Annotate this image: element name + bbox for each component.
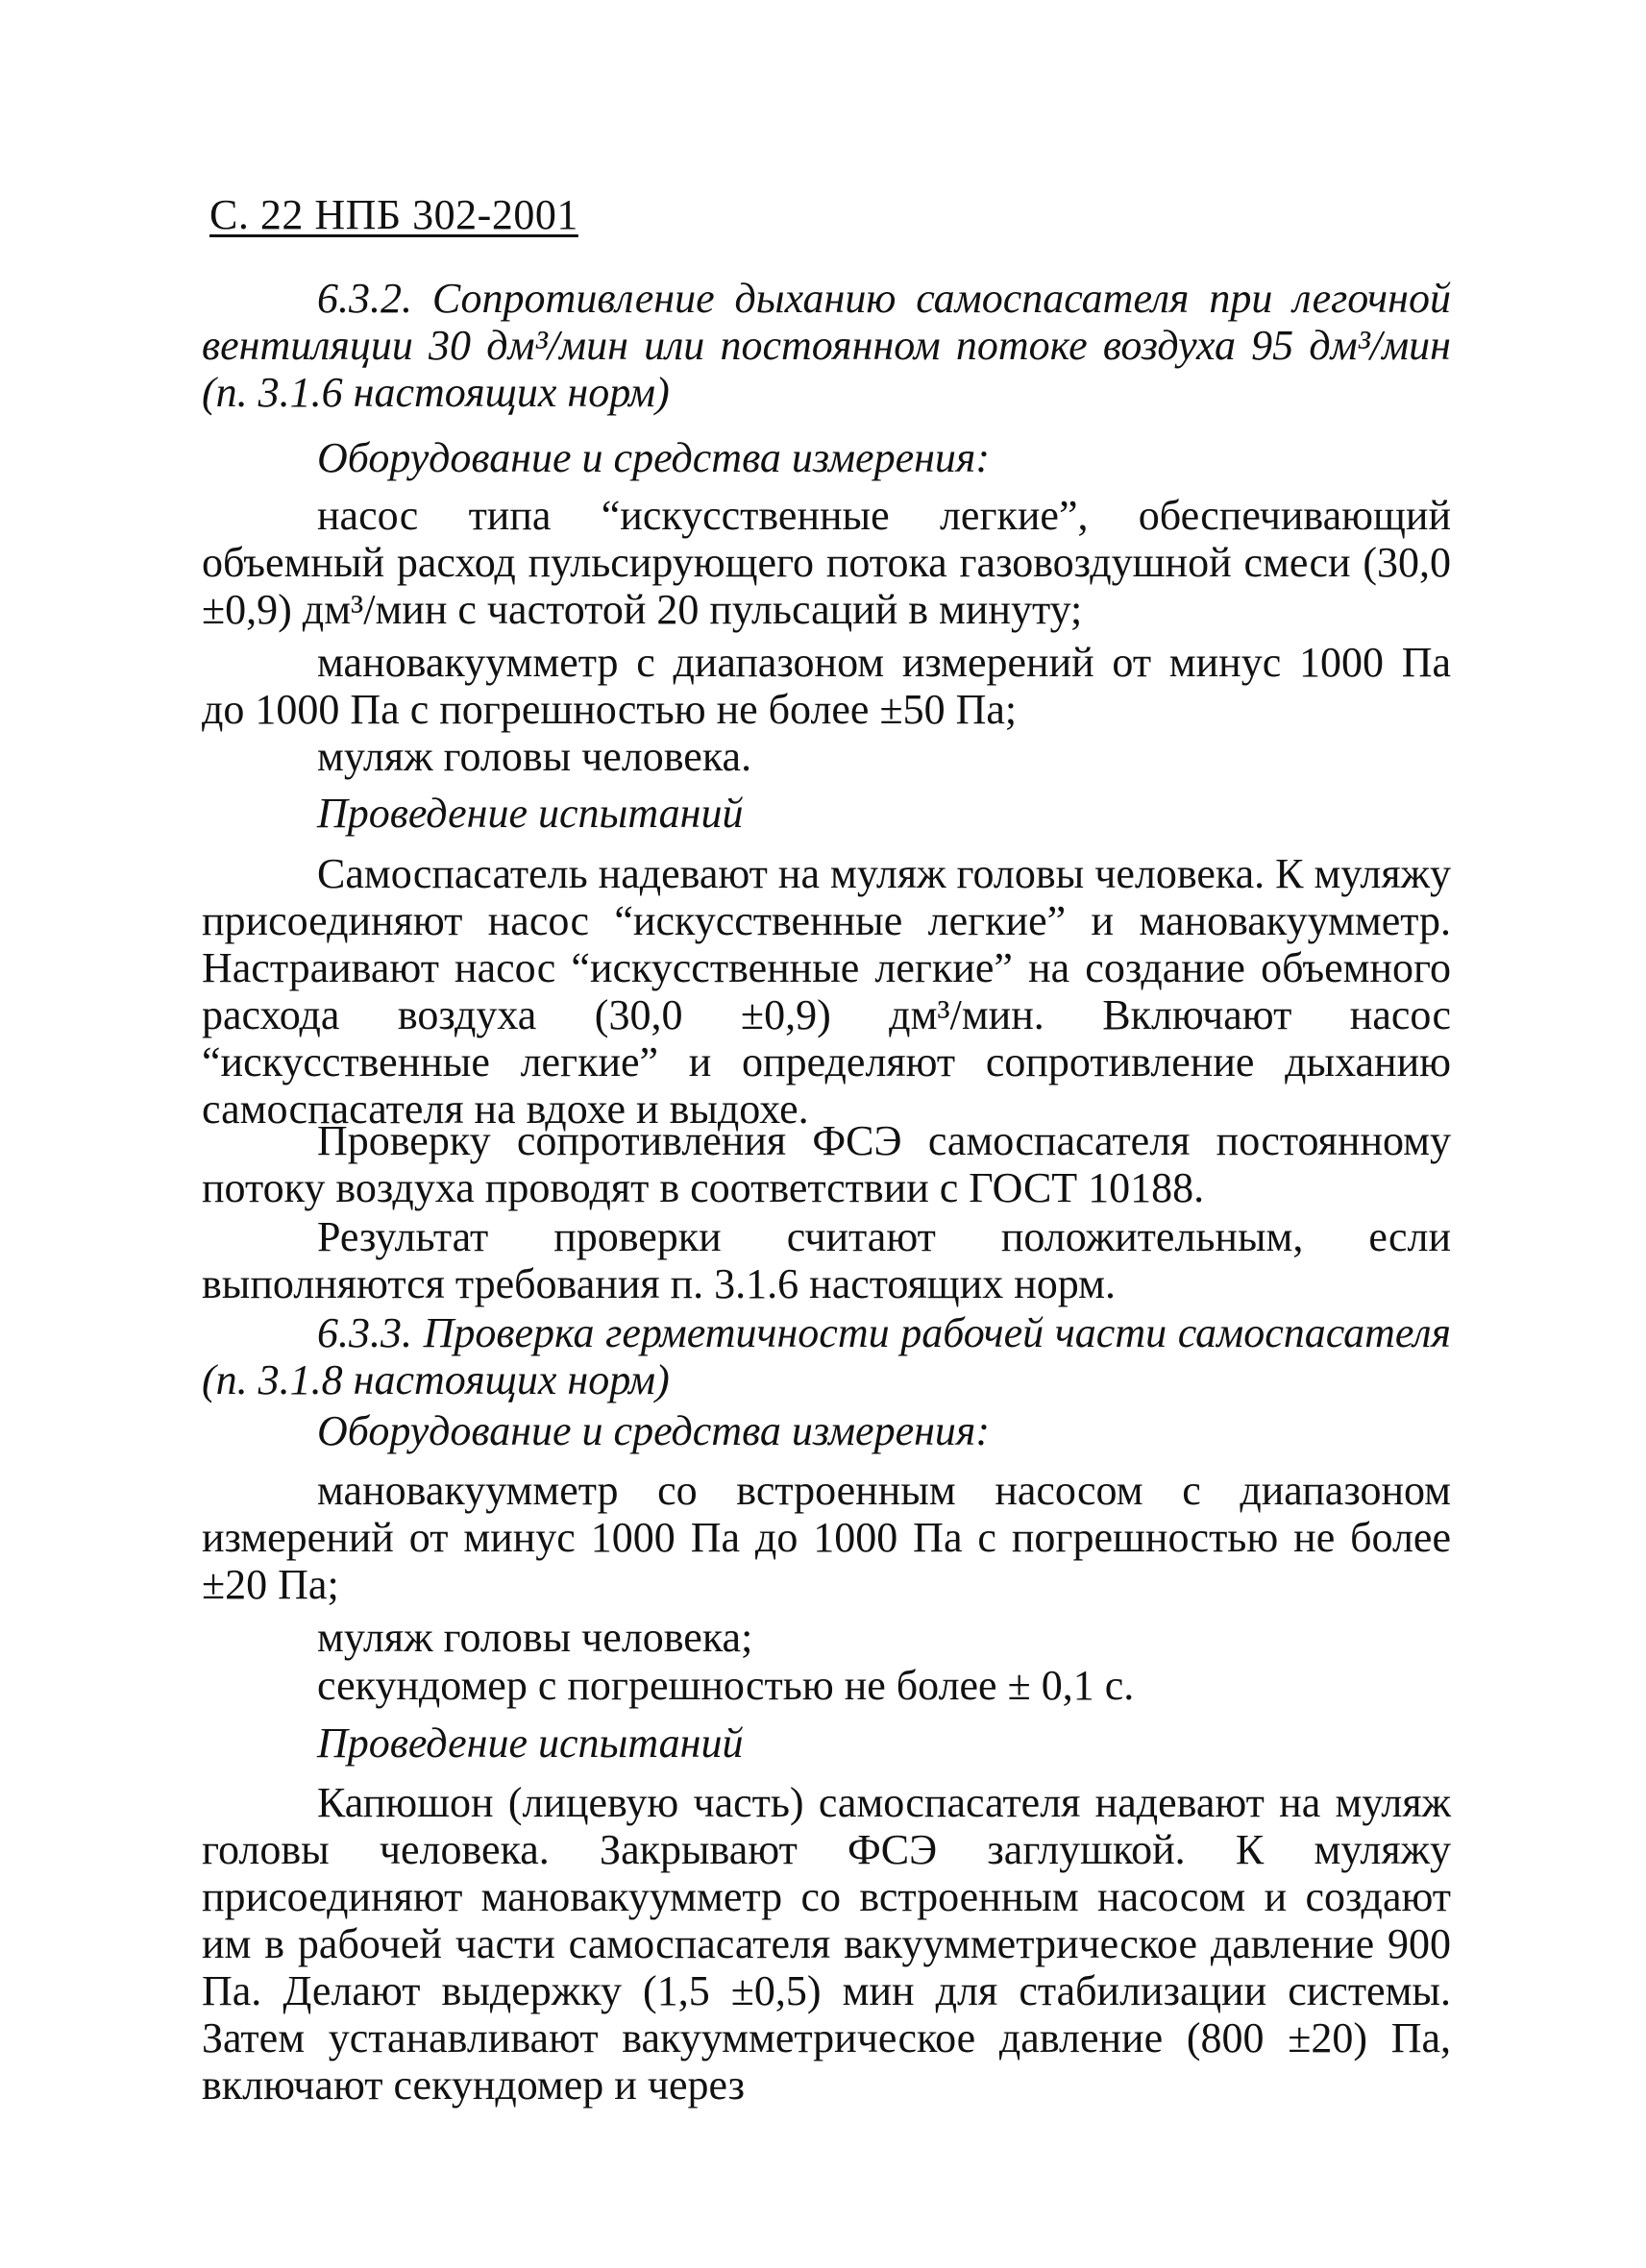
paragraph-pump: насос типа “искусственные легкие”, обеспечивающий объемный расход пульсирующего потока газовоздушной смеси (30,0 ±0,9) дм³/мин с частотой 20 пульсаций в минуту; [202,492,1451,633]
paragraph-stopwatch: секундомер с погрешностью не более ± 0,1 с. [317,1662,1135,1709]
section-heading-6-3-2: 6.3.2. Сопротивление дыханию самоспасателя при легочной вентиляции 30 дм³/мин или постоянном потоке воздуха 95 дм³/мин (п. 3.1.6 настоящих норм) [202,275,1451,416]
paragraph-dummy-head: муляж головы человека. [317,733,752,780]
paragraph-dummy-head-2: муляж головы человека; [317,1614,753,1661]
paragraph-gost-check: Проверку сопротивления ФСЭ самоспасателя постоянному потоку воздуха проводят в соответствии с ГОСТ 10188. [202,1117,1451,1211]
subheading-equipment: Оборудование и средства измерения: [317,434,991,481]
page-header: С. 22 НПБ 302-2001 [209,191,578,238]
paragraph-procedure-2: Капюшон (лицевую часть) самоспасателя надевают на муляж головы человека. Закрывают ФСЭ заглушкой. К муляжу присоединяют мановакуумметр со встроенным насосом и создают им в рабочей части самоспасателя вакуумметрическое давление 900 Па. Делают выдержку (1,5 ±0,5) мин для стабилизации системы. Затем устанавливают вакуумметрическое давление (800 ±20) Па, включают секундомер и через [202,1779,1451,2109]
paragraph-manometer-pump: мановакуумметр со встроенным насосом с диапазоном измерений от минус 1000 Па до 1000 Па с погрешностью не более ±20 Па; [202,1467,1451,1608]
paragraph-procedure: Самоспасатель надевают на муляж головы человека. К муляжу присоединяют насос “искусственные легкие” и мановакуумметр. Настраивают насос “искусственные легкие” на создание объемного расхода воздуха (30,0 ±0,9) дм³/мин. Включают насос “искусственные легкие” и определяют сопротивление дыханию самоспасателя на вдохе и выдохе. [202,850,1451,1133]
paragraph-manometer: мановакуумметр с диапазоном измерений от минус 1000 Па до 1000 Па с погрешностью не более ±50 Па; [202,639,1451,733]
paragraph-result: Результат проверки считают положительным, если выполняются требования п. 3.1.6 настоящих норм. [202,1213,1451,1307]
subheading-testing-2: Проведение испытаний [317,1719,744,1767]
subheading-equipment-2: Оборудование и средства измерения: [317,1407,991,1454]
section-heading-6-3-3: 6.3.3. Проверка герметичности рабочей части самоспасателя (п. 3.1.8 настоящих норм) [202,1309,1451,1403]
subheading-testing: Проведение испытаний [317,790,744,837]
